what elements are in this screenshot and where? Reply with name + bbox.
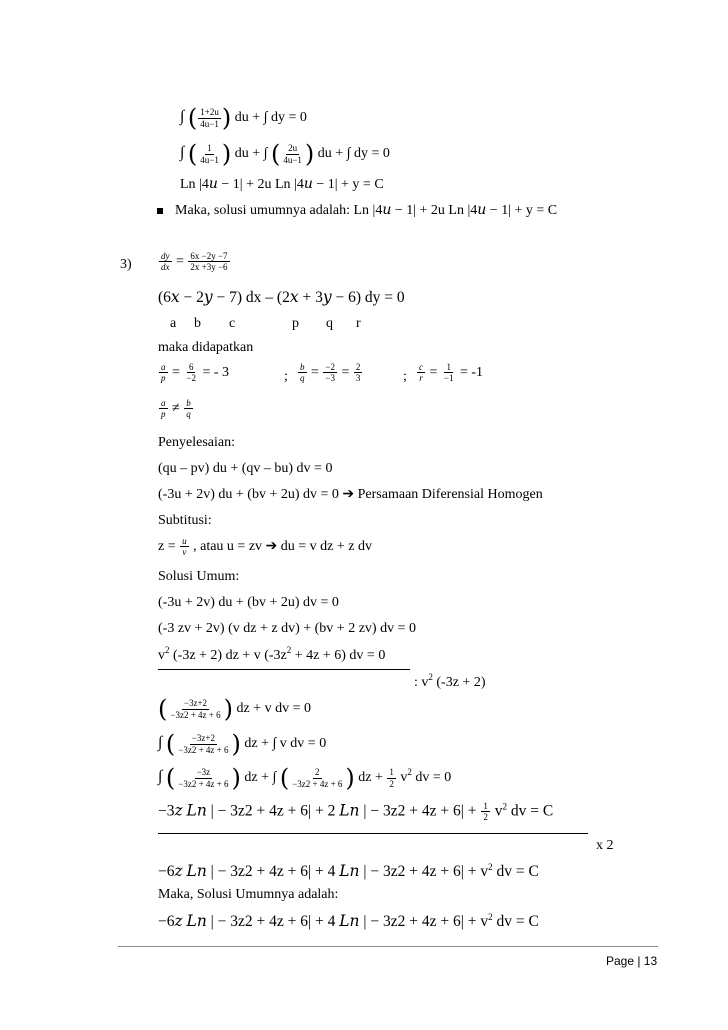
frac-den: q <box>186 409 191 420</box>
t: v <box>494 802 503 820</box>
fraction <box>184 398 193 420</box>
fraction <box>159 362 168 384</box>
frac-den: −3z2 + 4z + 6 <box>178 778 229 789</box>
bullet-icon <box>157 208 163 214</box>
t: dv = 0 <box>411 770 452 786</box>
frac-den: −3z2 + 4z + 6 <box>292 778 343 789</box>
problem-number: 3) <box>120 257 132 272</box>
general-4 <box>158 697 311 721</box>
eq-line-3: Ln |4𝑢 − 1| + 2u Ln |4𝑢 − 1| + y = C <box>180 177 384 192</box>
coef-label-q: q <box>326 316 333 331</box>
general-2: (-3 zv + 2v) (v dz + z dv) + (bv + 2 zv) dv = 0 <box>158 621 416 636</box>
frac-num: −3z+2 <box>191 733 215 744</box>
general-3 <box>158 646 385 663</box>
solusi-umum-heading: Solusi Umum: <box>158 569 240 584</box>
fraction <box>417 362 425 384</box>
t: dv = C <box>492 913 539 930</box>
frac-den: 2x +3y −6 <box>190 262 228 273</box>
frac-num: −3z <box>196 767 211 778</box>
coef-label-p: p <box>292 316 299 331</box>
coef-label-r: r <box>356 316 361 331</box>
general-5 <box>158 732 326 756</box>
superscript: 2 <box>488 862 493 872</box>
frac-den: p <box>161 409 166 420</box>
frac-num: −2 <box>325 362 335 372</box>
general-7 <box>158 801 553 823</box>
fraction <box>290 767 344 789</box>
step-1: (qu – pv) du + (qv – bu) dv = 0 <box>158 461 333 476</box>
fraction-half <box>481 801 490 823</box>
ode-expanded: (6𝑥 − 2𝑦 − 7) dx – (2𝑥 + 3𝑦 − 6) dy = 0 <box>158 289 405 306</box>
eq-line-1 <box>180 106 307 130</box>
t: −6𝑧 𝐿𝑛 | − 3z2 + 4z + 6| + 4 𝐿𝑛 | − 3z2 + 4z + 6| + v <box>158 863 489 880</box>
equals: = <box>176 254 184 270</box>
divider-rule <box>158 669 410 670</box>
paren-open: ( <box>270 140 281 168</box>
general-solution <box>158 913 539 930</box>
frac-num: a <box>161 398 166 408</box>
frac-num: 1+2u <box>200 107 219 118</box>
paren-open: ( <box>187 140 198 168</box>
general-8 <box>158 863 539 880</box>
paren-open: ( <box>165 730 176 758</box>
frac-den: q <box>300 373 305 384</box>
paren-close: ) <box>231 730 241 758</box>
fraction <box>281 143 304 165</box>
divide-by <box>414 673 486 690</box>
frac-den: 4u−1 <box>200 154 219 165</box>
integral-sign: ∫ <box>158 734 163 752</box>
sub-prefix: z = <box>158 539 176 555</box>
integral-sign: ∫ <box>180 108 185 126</box>
frac-num: u <box>182 536 187 546</box>
frac-num: 2 <box>355 362 361 372</box>
t: v <box>400 770 408 786</box>
frac-den: −3z2 + 4z + 6 <box>170 709 221 720</box>
t: dv = C <box>506 802 554 820</box>
equals: = <box>429 365 438 381</box>
fraction <box>188 251 229 273</box>
subtitusi-heading: Subtitusi: <box>158 513 212 528</box>
not-equal-symbol: ≠ <box>172 401 180 417</box>
fraction <box>159 398 168 420</box>
fraction <box>168 698 222 720</box>
arrow-right-icon: ➔ <box>265 539 278 555</box>
eq-line-2 <box>180 142 390 166</box>
paren-close: ) <box>231 764 241 792</box>
frac-num: 6 <box>188 362 194 372</box>
frac-num: 1 <box>483 801 488 811</box>
frac-den: v <box>182 547 187 558</box>
frac-den: 2 <box>483 812 488 823</box>
substitution-line <box>158 536 372 558</box>
step-2-eq: (-3u + 2v) du + (bv + 2u) dv = 0 <box>158 487 339 502</box>
paren-open: ( <box>165 764 176 792</box>
frac-num: a <box>161 362 166 372</box>
frac-num: b <box>300 362 305 372</box>
eq-rest: dz + v dv = 0 <box>236 701 311 717</box>
bullet-conclusion <box>157 204 557 218</box>
conclusion-text: Maka, solusi umumnya adalah: Ln |4𝑢 − 1| + 2u Ln |4𝑢 − 1| + y = C <box>175 203 558 218</box>
fraction <box>198 143 221 165</box>
fraction <box>323 362 337 384</box>
multiply-by: x 2 <box>596 838 614 853</box>
frac-den: −3 <box>325 373 335 384</box>
frac-den: p <box>161 373 166 384</box>
fraction <box>184 362 198 384</box>
t: −3𝑧 𝐿𝑛 | − 3z2 + 4z + 6| + 2 𝐿𝑛 | − 3z2 + 4z + 6| + <box>158 802 477 820</box>
result: = - 3 <box>202 365 230 381</box>
separator: ; <box>403 369 407 384</box>
eq-rest: dz + ∫ v dv = 0 <box>244 736 327 752</box>
t: (-3z + 2) <box>432 675 486 690</box>
general-6 <box>158 766 451 790</box>
equals: = <box>172 365 180 381</box>
superscript: 2 <box>165 645 170 655</box>
frac-den: 2 <box>389 778 394 789</box>
t: (-3z + 2) dz + v (-3z <box>169 648 287 663</box>
t: : v <box>414 675 429 690</box>
eq-rest: du + ∫ dy = 0 <box>317 146 390 162</box>
fraction <box>354 362 363 384</box>
frac-den: −1 <box>443 373 454 384</box>
fraction <box>176 733 230 755</box>
arrow-right-icon: ➔ <box>342 487 355 502</box>
integral-sign: ∫ <box>180 144 185 162</box>
paren-close: ) <box>221 140 232 168</box>
coef-label-b: b <box>194 316 201 331</box>
divider-rule <box>158 833 588 834</box>
integral-sign: ∫ <box>158 768 163 786</box>
t: dv = C <box>492 863 539 880</box>
fraction-half <box>387 767 396 789</box>
superscript: 2 <box>502 801 507 812</box>
paren-close: ) <box>304 140 315 168</box>
frac-num: dy <box>161 251 170 261</box>
ratio-a-p <box>158 362 229 384</box>
equals: = <box>311 365 319 381</box>
eq-mid: du + ∫ <box>234 146 268 162</box>
t: −6𝑧 𝐿𝑛 | − 3z2 + 4z + 6| + 4 𝐿𝑛 | − 3z2 + 4z + 6| + v <box>158 913 489 930</box>
paren-open: ( <box>279 764 290 792</box>
superscript: 2 <box>428 672 433 682</box>
frac-num: b <box>186 398 191 408</box>
frac-den: 3 <box>355 373 361 384</box>
coef-label-a: a <box>170 316 177 331</box>
frac-num: 6x −2y −7 <box>190 251 228 261</box>
frac-num: 2 <box>315 767 320 778</box>
problem-ode <box>158 251 231 273</box>
not-equal-relation <box>158 398 194 420</box>
paren-open: ( <box>187 104 198 132</box>
fraction <box>180 536 189 558</box>
sub-tail: du = v dz + z dv <box>280 539 372 555</box>
step-2-note: Persamaan Diferensial Homogen <box>357 487 543 502</box>
maka-conclusion: Maka, Solusi Umumnya adalah: <box>158 887 339 902</box>
eq-mid: dz + ∫ <box>244 770 277 786</box>
fraction <box>176 767 230 789</box>
maka-didapatkan: maka didapatkan <box>158 340 254 355</box>
paren-close: ) <box>345 764 355 792</box>
general-1: (-3u + 2v) du + (bv + 2u) dv = 0 <box>158 595 339 610</box>
coef-label-c: c <box>229 316 236 331</box>
penyelesaian-heading: Penyelesaian: <box>158 435 235 450</box>
result: = -1 <box>459 365 484 381</box>
frac-den: dx <box>161 262 170 273</box>
paren-open: ( <box>158 695 168 723</box>
frac-den: 4u−1 <box>283 154 302 165</box>
ratio-b-q <box>297 362 363 384</box>
separator: ; <box>284 369 288 384</box>
frac-den: r <box>419 373 423 384</box>
equals: = <box>341 365 350 381</box>
ratio-c-r <box>416 362 483 384</box>
frac-num: 1 <box>207 143 212 154</box>
frac-den: −3z2 + 4z + 6 <box>178 744 229 755</box>
eq-mid: dz + <box>358 770 383 786</box>
frac-num: 1 <box>446 362 451 372</box>
superscript: 2 <box>286 645 292 655</box>
eq-rest: du + ∫ dy = 0 <box>234 110 307 126</box>
frac-num: 1 <box>389 767 394 778</box>
superscript: 2 <box>488 912 493 922</box>
fraction <box>298 362 307 384</box>
t: + 4z + 6) dv = 0 <box>291 648 386 663</box>
paren-close: ) <box>221 104 232 132</box>
frac-den: 4u−1 <box>200 118 219 129</box>
footer-rule <box>118 946 658 947</box>
sub-mid: , atau u = zv <box>193 539 263 555</box>
frac-num: c <box>419 362 423 372</box>
superscript: 2 <box>407 767 412 778</box>
fraction <box>159 251 172 273</box>
fraction <box>442 362 456 384</box>
page-number: Page | 13 <box>606 954 658 968</box>
paren-close: ) <box>223 695 233 723</box>
step-2 <box>158 488 543 502</box>
frac-num: 2u <box>288 143 298 154</box>
frac-num: −3z+2 <box>183 698 208 709</box>
t: v <box>158 648 165 663</box>
frac-den: −2 <box>186 373 196 384</box>
fraction <box>198 107 221 129</box>
